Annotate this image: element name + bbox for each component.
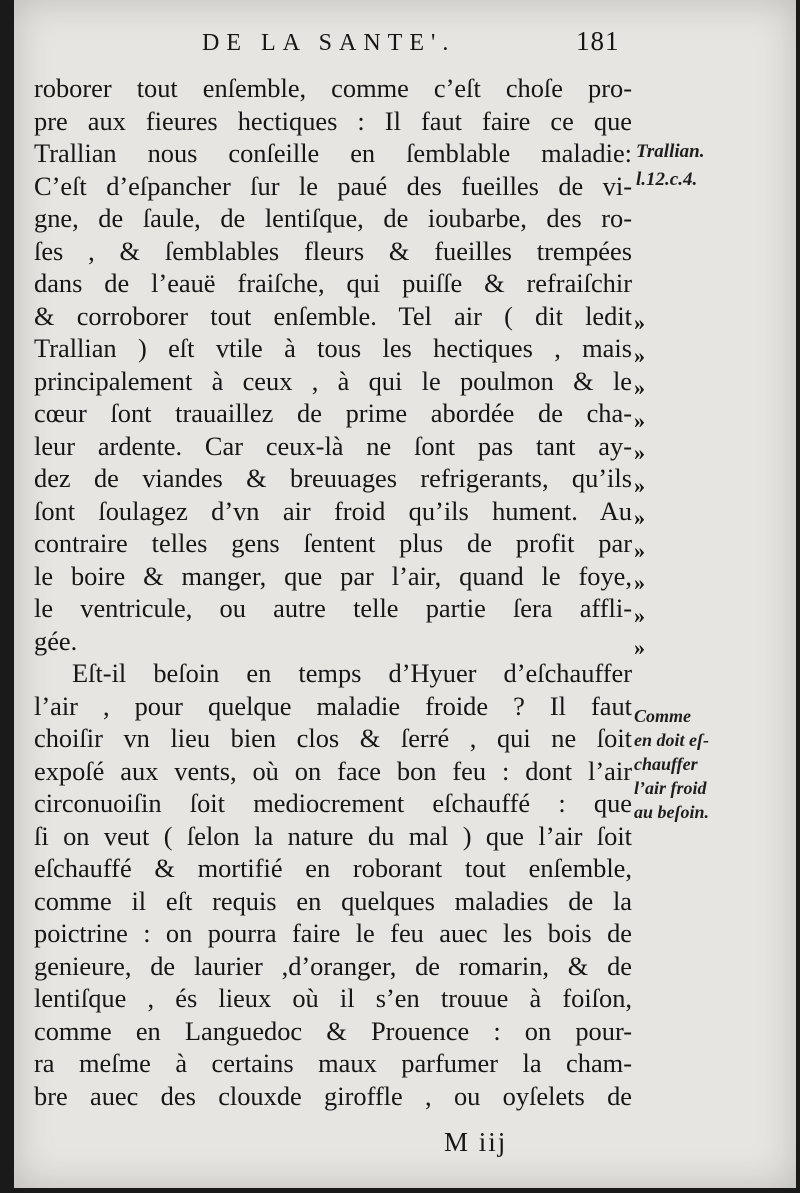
margin-note-line: chauffer bbox=[634, 754, 698, 774]
quotation-mark: » bbox=[634, 472, 645, 498]
margin-note-line: au beſoin. bbox=[634, 802, 710, 822]
text-line: ra meſme à certains maux parfumer la cham- bbox=[34, 1048, 632, 1078]
text-line: cœur ſont trauaillez de prime abordée de cha- bbox=[34, 398, 632, 428]
quotation-marks-column bbox=[634, 307, 664, 665]
text-line: Eſt-il beſoin en temps d’Hyuer d’eſchauffer bbox=[72, 658, 632, 688]
text-line: lentiſque , és lieux où il s’en trouue à foiſon, bbox=[34, 983, 632, 1013]
quotation-mark: » bbox=[634, 342, 645, 368]
text-line: ſont ſoulagez d’vn air froid qu’ils hument. Au bbox=[34, 495, 632, 526]
text-line: expoſé aux vents, où on face bon feu : dont l’air bbox=[34, 755, 632, 786]
quotation-mark: » bbox=[634, 537, 645, 563]
margin-note-line: Comme bbox=[634, 706, 691, 726]
text-line: poictrine : on pourra faire le feu auec les bois de bbox=[34, 918, 632, 948]
signature-mark: M iij bbox=[444, 1127, 508, 1157]
quotation-mark: » bbox=[634, 440, 645, 465]
margin-note-trallian bbox=[636, 138, 704, 194]
text-line: le boire & manger, que par l’air, quand le foye, bbox=[34, 560, 632, 591]
text-line: contraire telles gens ſentent plus de profit par bbox=[34, 528, 632, 558]
quotation-mark: » bbox=[634, 407, 645, 433]
book-page bbox=[14, 0, 796, 1188]
margin-note-comme bbox=[634, 704, 709, 824]
text-line: C’eſt d’eſpancher ſur le paué des fueilles de vi- bbox=[34, 170, 632, 201]
text-line: principalement à ceux , à qui le poulmon & le bbox=[34, 365, 632, 396]
text-line: genieure, de laurier ,d’oranger, de romarin, & de bbox=[34, 950, 632, 981]
text-line: pre aux fieures hectiques : Il faut faire ce que bbox=[34, 105, 632, 136]
text-line: leur ardente. Car ceux-là ne ſont pas tant ay- bbox=[34, 430, 632, 461]
margin-note-line: l.12.c.4. bbox=[636, 169, 698, 190]
text-line: comme en Languedoc & Prouence : on pour- bbox=[34, 1015, 632, 1046]
text-line: Trallian nous conſeille en ſemblable maladie: bbox=[34, 138, 632, 168]
quotation-mark: » bbox=[634, 570, 645, 595]
text-line: Trallian ) eſt vtile à tous les hectiques , mais bbox=[34, 333, 632, 363]
margin-note-line: en doit eſ- bbox=[634, 730, 709, 750]
text-line: bre auec des clouxde giroffle , ou oyſelets de bbox=[34, 1080, 632, 1111]
quotation-mark: » bbox=[634, 310, 645, 335]
margin-note-line: l’air froid bbox=[634, 778, 707, 798]
quotation-mark: » bbox=[634, 602, 645, 628]
running-title: DE LA SANTE'. bbox=[202, 30, 456, 56]
text-line: ſes , & ſemblables fleurs & fueilles trempées bbox=[34, 235, 632, 266]
quotation-mark: » bbox=[634, 505, 645, 530]
body-text bbox=[34, 72, 632, 1112]
text-line: choiſir vn lieu bien clos & ſerré , qui ne ſoit bbox=[34, 723, 632, 753]
text-line: l’air , pour quelque maladie froide ? Il faut bbox=[34, 690, 632, 721]
text-line: roborer tout enſemble, comme c’eſt choſe pro- bbox=[34, 73, 632, 103]
text-line: dez de viandes & breuuages refrigerants, qu’ils bbox=[34, 463, 632, 493]
text-line: & corroborer tout enſemble. Tel air ( dit ledit bbox=[34, 300, 632, 331]
text-line: eſchauffé & mortifié en roborant tout enſemble, bbox=[34, 853, 632, 883]
text-line: le ventricule, ou autre telle partie ſera affli- bbox=[34, 593, 632, 623]
text-line: dans de l’eauë fraiſche, qui puiſſe & refraiſchir bbox=[34, 268, 632, 298]
text-line: ſi on veut ( ſelon la nature du mal ) que l’air ſoit bbox=[34, 820, 632, 851]
quotation-mark: » bbox=[634, 375, 645, 400]
text-line: circonuoiſin ſoit mediocrement eſchauffé : que bbox=[34, 788, 632, 818]
text-line: comme il eſt requis en quelques maladies de la bbox=[34, 885, 632, 916]
text-line: gne, de ſaule, de lentiſque, de ioubarbe, des ro- bbox=[34, 203, 632, 233]
text-line: gée. bbox=[34, 625, 78, 656]
quotation-mark: » bbox=[634, 635, 645, 660]
margin-note-line: Trallian. bbox=[636, 141, 705, 162]
page-number: 181 bbox=[576, 26, 620, 56]
